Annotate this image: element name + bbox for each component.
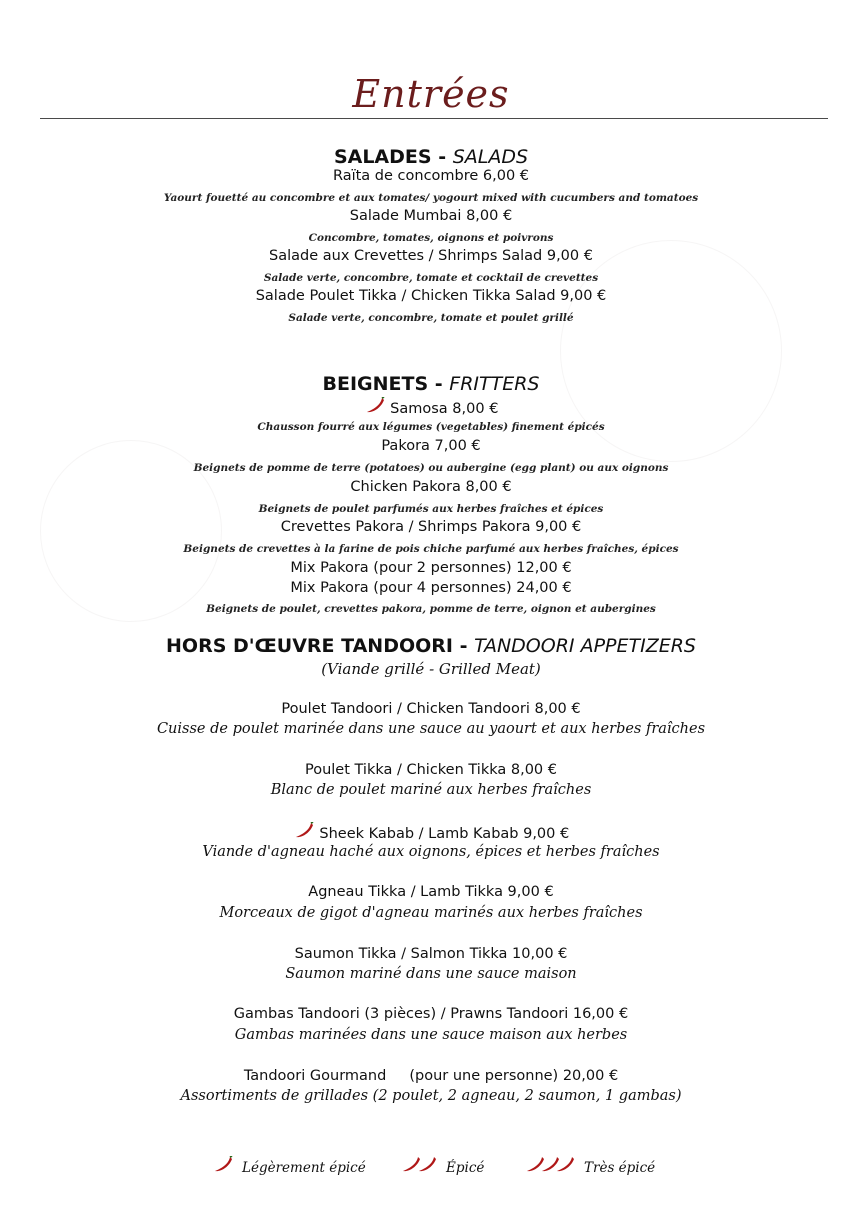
- heading-separator: -: [452, 635, 475, 657]
- chili-2-icon: [402, 1156, 438, 1178]
- menu-item-name: Salade Poulet Tikka / Chicken Tikka Salad 9,00 €: [255, 288, 607, 304]
- section-heading-tandoori: [0, 635, 862, 657]
- menu-item-name: Chicken Pakora 8,00 €: [350, 479, 512, 495]
- menu-item-name: Mix Pakora (pour 2 personnes) 12,00 €: [290, 560, 572, 576]
- menu-item-description: Beignets de poulet, crevettes pakora, pomme de terre, oignon et aubergines: [206, 603, 656, 615]
- menu-item-name: Agneau Tikka / Lamb Tikka 9,00 €: [308, 884, 554, 900]
- menu-item-description: Salade verte, concombre, tomate et poulet grillé: [288, 312, 574, 324]
- menu-item-name: Saumon Tikka / Salmon Tikka 10,00 €: [294, 946, 568, 962]
- section-heading-salads: [0, 146, 862, 168]
- heading-separator: -: [428, 373, 450, 395]
- menu-item-description: Yaourt fouetté au concombre et aux tomates/ yogourt mixed with cucumbers and tomatoes: [163, 192, 699, 204]
- chili-1-icon: [214, 1156, 234, 1178]
- menu-item-name: Samosa 8,00 €: [390, 401, 499, 417]
- menu-item-name: Mix Pakora (pour 4 personnes) 24,00 €: [290, 580, 572, 596]
- legend-spicy: [402, 1156, 484, 1178]
- menu-item-description: Cuisse de poulet marinée dans une sauce au yaourt et aux herbes fraîches: [156, 721, 706, 737]
- legend-very-spicy: [526, 1156, 655, 1178]
- menu-item-description: Viande d'agneau haché aux oignons, épices et herbes fraîches: [202, 844, 660, 860]
- menu-item-description: Beignets de pomme de terre (potatoes) ou aubergine (egg plant) ou aux oignons: [193, 462, 669, 474]
- legend-label: Très épicé: [584, 1160, 656, 1176]
- menu-item-description: Beignets de poulet parfumés aux herbes fraîches et épices: [258, 503, 604, 515]
- legend-mild: [214, 1156, 366, 1178]
- menu-item-name: Poulet Tikka / Chicken Tikka 8,00 €: [304, 762, 557, 778]
- menu-item-samosa: [0, 397, 862, 419]
- section-heading-fritters: [0, 373, 862, 395]
- heading-fr: SALADES: [333, 146, 432, 168]
- heading-fr: HORS D'ŒUVRE TANDOORI: [166, 635, 453, 657]
- menu-item-name: Gambas Tandoori (3 pièces) / Prawns Tandoori 16,00 €: [233, 1006, 629, 1022]
- chili-icon: [364, 397, 386, 419]
- menu-item-name: Sheek Kabab / Lamb Kabab 9,00 €: [319, 826, 570, 842]
- heading-en: FRITTERS: [449, 373, 540, 395]
- menu-item-description: Assortiments de grillades (2 poulet, 2 agneau, 2 saumon, 1 gambas): [180, 1088, 682, 1104]
- heading-en: SALADS: [452, 146, 529, 168]
- menu-item-name: Crevettes Pakora / Shrimps Pakora 9,00 €: [280, 519, 582, 535]
- menu-item-name: Raïta de concombre 6,00 €: [332, 168, 530, 184]
- chili-icon: [293, 822, 315, 844]
- section-subtitle: (Viande grillé - Grilled Meat): [321, 660, 541, 678]
- title-divider: [40, 118, 828, 119]
- menu-item-description: Morceaux de gigot d'agneau marinés aux herbes fraîches: [219, 905, 643, 921]
- menu-item-description: Salade verte, concombre, tomate et cocktail de crevettes: [263, 272, 599, 284]
- chili-3-icon: [526, 1156, 576, 1178]
- menu-item-description: Blanc de poulet mariné aux herbes fraîches: [270, 782, 592, 798]
- page-title: Entrées: [352, 72, 510, 116]
- menu-item-name: Salade aux Crevettes / Shrimps Salad 9,00 €: [269, 248, 593, 264]
- menu-item-description: Chausson fourré aux légumes (vegetables) finement épicés: [257, 421, 605, 433]
- menu-item-name: Poulet Tandoori / Chicken Tandoori 8,00 €: [281, 701, 581, 717]
- menu-item-sheek-kabab: [0, 822, 862, 844]
- legend-label: Légèrement épicé: [242, 1160, 366, 1176]
- menu-item-description: Beignets de crevettes à la farine de pois chiche parfumé aux herbes fraîches, épices: [183, 543, 679, 555]
- heading-separator: -: [431, 146, 453, 168]
- heading-fr: BEIGNETS: [322, 373, 429, 395]
- menu-item-name: Pakora 7,00 €: [381, 438, 481, 454]
- menu-item-name: Salade Mumbai 8,00 €: [349, 208, 513, 224]
- menu-item-description: Saumon mariné dans une sauce maison: [285, 966, 577, 982]
- menu-item-description: Concombre, tomates, oignons et poivrons: [308, 232, 554, 244]
- menu-item-name: Tandoori Gourmand (pour une personne) 20,00 €: [243, 1068, 619, 1084]
- heading-en: TANDOORI APPETIZERS: [474, 635, 696, 657]
- menu-item-description: Gambas marinées dans une sauce maison aux herbes: [234, 1027, 628, 1043]
- legend-label: Épicé: [446, 1160, 485, 1176]
